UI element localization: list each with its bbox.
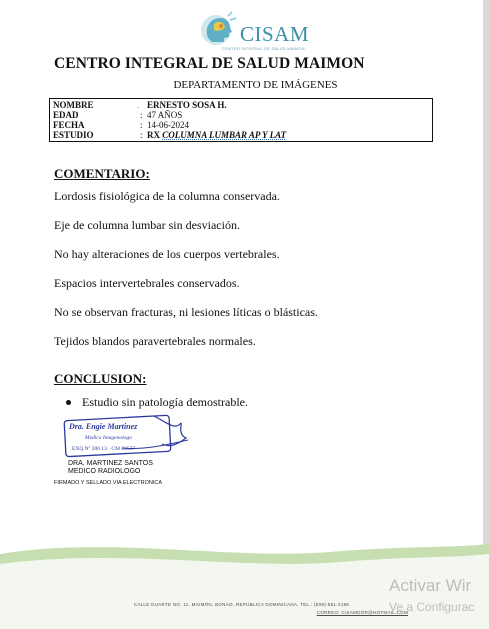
patient-label: FECHA	[53, 120, 85, 130]
department-title: DEPARTAMENTO DE IMÁGENES	[173, 79, 338, 91]
electronic-signature-note: FIRMADO Y SELLADO VIA ELECTRONICA	[54, 480, 162, 486]
windows-activation-hint[interactable]: Ve a Configurac	[389, 600, 475, 614]
patient-row-study	[50, 130, 432, 140]
spellcheck-mark-icon: ᵕ	[137, 104, 140, 112]
finding-item: Eje de columna lumbar sin desviación.	[54, 218, 240, 232]
comment-heading: COMENTARIO:	[54, 166, 150, 181]
patient-name-value: ERNESTO SOSA H.	[147, 100, 227, 110]
logo-subtitle: CENTRO INTEGRAL DE SALUD MAIMON	[222, 46, 305, 51]
doctor-signature-block	[68, 460, 153, 476]
colon: :	[140, 130, 143, 140]
footer-email[interactable]: CORREO: CISAMDOR@HOTMAIL.COM	[316, 610, 408, 615]
colon: :	[140, 110, 143, 120]
conclusion-item	[66, 395, 248, 410]
patient-date-value: 14-06-2024	[147, 120, 189, 130]
study-name: COLUMNA LUMBAR AP Y LAT	[162, 130, 287, 140]
patient-label: ESTUDIO	[53, 130, 94, 140]
patient-row-age	[50, 110, 432, 120]
doctor-stamp	[62, 414, 192, 458]
doctor-role: MEDICO RADIOLOGO	[68, 468, 141, 475]
org-title: CENTRO INTEGRAL DE SALUD MAIMON	[54, 55, 365, 72]
bullet-icon	[66, 400, 71, 405]
doctor-name: DRA. MARTINEZ SANTOS	[68, 460, 153, 467]
colon: :	[140, 120, 143, 130]
logo-name: CISAM	[240, 22, 310, 46]
finding-item: Espacios intervertebrales conservados.	[54, 276, 240, 290]
patient-label: NOMBRE	[53, 100, 94, 110]
stamp-role: Medico Imagenologo	[85, 435, 132, 441]
conclusion-heading: CONCLUSION:	[54, 371, 147, 386]
finding-item: Tejidos blandos paravertebrales normales.	[54, 334, 256, 348]
finding-item: No se observan fracturas, ni lesiones líticas o blásticas.	[54, 305, 318, 319]
patient-study-value	[147, 130, 286, 140]
windows-activation-watermark: Activar Wir	[389, 576, 472, 595]
study-prefix: RX	[147, 130, 160, 140]
stamp-exequatur: EXQ Nº 206 13 · CM 24537	[72, 446, 136, 452]
patient-row-date	[50, 120, 432, 130]
conclusion-text: Estudio sin patología demostrable.	[82, 395, 248, 409]
stamp-name: Dra. Engie Martinez	[69, 422, 138, 431]
footer-address: CALLE DUARTE NO. 11, MAIMÓN, BONAO, REPUBLICA DOMINICANA, TEL.: (809)-551-2196	[133, 602, 350, 607]
cisam-logo	[194, 8, 310, 52]
patient-label: EDAD	[53, 110, 79, 120]
patient-age-value: 47 AÑOS	[147, 110, 183, 120]
finding-item: No hay alteraciones de los cuerpos vertebrales.	[54, 247, 280, 261]
page-edge	[483, 0, 489, 629]
patient-row-name	[50, 100, 432, 110]
finding-item: Lordosis fisiológica de la columna conservada.	[54, 189, 280, 203]
patient-info-box	[49, 98, 433, 142]
